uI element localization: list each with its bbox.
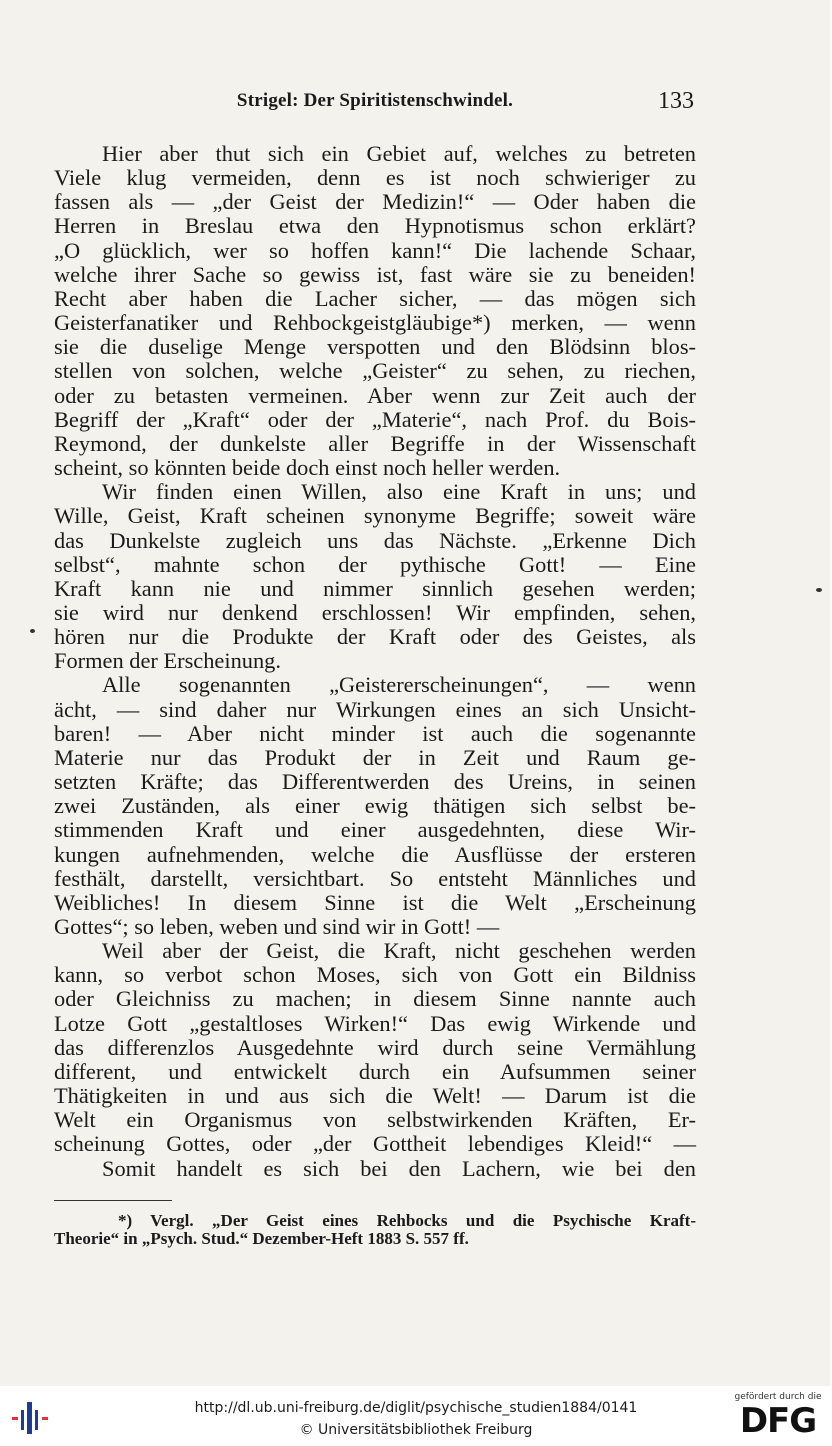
text-line: Thätigkeiten in und aus sich die Welt! — Darum ist die — [54, 1083, 696, 1109]
text-line: ächt, — sind daher nur Wirkungen eines an sich Unsicht- — [54, 696, 696, 722]
text-line: Formen der Erscheinung. — [54, 648, 281, 674]
text-line: Weibliches! In diesem Sinne ist die Welt „Erscheinung — [54, 889, 696, 915]
text-line: Begriff der „Kraft“ oder der „Materie“, nach Prof. du Bois- — [54, 406, 696, 432]
footnote-line: Theorie“ in „Psych. Stud.“ Dezember-Heft 1883 S. 557 ff. — [54, 1229, 469, 1248]
margin-speck — [30, 629, 35, 633]
text-line: kungen aufnehmenden, welche die Ausflüsse der ersteren — [54, 841, 696, 867]
text-line: zwei Zuständen, als einer ewig thätigen sich selbst be- — [54, 793, 696, 819]
text-line: sie die duselige Menge verspotten und den Blödsinn blos- — [54, 334, 696, 360]
dfg-logo-icon — [732, 1392, 824, 1442]
text-line: scheint, so könnten beide doch einst noch heller werden. — [54, 455, 561, 481]
copyright-notice: © Universitätsbibliothek Freiburg — [299, 1422, 533, 1438]
text-line: Kraft kann nie und nimmer sinnlich gesehen werden; — [54, 575, 696, 601]
dfg-caption: gefördert durch die — [734, 1392, 822, 1402]
text-line: Viele klug vermeiden, denn es ist noch schwieriger zu — [54, 165, 696, 191]
document-url[interactable]: http://dl.ub.uni-freiburg.de/diglit/psychische_studien1884/0141 — [194, 1400, 638, 1416]
page-number: 133 — [658, 88, 694, 114]
text-line: Recht aber haben die Lacher sicher, — das mögen sich — [54, 285, 696, 311]
footnote — [54, 1212, 696, 1248]
text-line: Welt ein Organismus von selbstwirkenden Kräften, Er- — [54, 1107, 696, 1133]
text-line: Gottes“; so leben, weben und sind wir in Gott! — — [54, 914, 500, 939]
text-line: oder Gleichniss zu machen; in diesem Sinne nannte auch — [54, 986, 696, 1012]
text-line: Lotze Gott „gestaltloses Wirken!“ Das ewig Wirkende und — [54, 1010, 696, 1036]
footnote-line: *) Vergl. „Der Geist eines Rehbocks und die Psychische Kraft- — [118, 1211, 696, 1230]
text-line: welche ihrer Sache so gewiss ist, fast wäre sie zu beneiden! — [54, 261, 696, 287]
text-line: baren! — Aber nicht minder ist auch die sogenannte — [54, 720, 696, 746]
text-line: Alle sogenannten „Geistererscheinungen“, — wenn — [102, 672, 696, 698]
text-line: Herren in Breslau etwa den Hypnotismus schon erklärt? — [54, 213, 696, 239]
footnote-divider — [54, 1200, 172, 1201]
running-title: Strigel: Der Spiritistenschwindel. — [236, 90, 514, 111]
text-line: Somit handelt es sich bei den Lachern, wie bei den — [102, 1155, 696, 1181]
dfg-wordmark: DFG — [739, 1401, 817, 1441]
text-line: Wir finden einen Willen, also eine Kraft in uns; und — [102, 479, 696, 505]
text-line: Hier aber thut sich ein Gebiet auf, welches zu betreten — [102, 141, 696, 166]
text-line: Wille, Geist, Kraft scheinen synonyme Begriffe; soweit wäre — [54, 503, 696, 529]
text-line: kann, so verbot schon Moses, sich von Gott ein Bildniss — [54, 962, 696, 988]
text-line: oder zu betasten vermeinen. Aber wenn zur Zeit auch der — [54, 382, 696, 408]
text-line: selbst“, mahnte schon der pythische Gott! — Eine — [54, 551, 696, 577]
text-line: sie wird nur denkend erschlossen! Wir empfinden, sehen, — [54, 599, 696, 625]
text-line: stellen von solchen, welche „Geister“ zu sehen, zu riechen, — [54, 358, 696, 384]
text-line: hören nur die Produkte der Kraft oder des Geistes, als — [54, 624, 696, 650]
text-line: fassen als — „der Geist der Medizin!“ — Oder haben die — [54, 189, 696, 215]
margin-speck — [816, 588, 822, 592]
text-line: das Dunkelste zugleich uns das Nächste. „Erkenne Dich — [54, 527, 696, 553]
text-line: different, und entwickelt durch ein Aufsummen seiner — [54, 1058, 696, 1084]
text-line: stimmenden Kraft und einer ausgedehnten, diese Wir- — [54, 817, 696, 843]
text-line: Materie nur das Produkt der in Zeit und Raum ge- — [54, 744, 696, 770]
text-line: Geisterfanatiker und Rehbockgeistgläubige*) merken, — wenn — [54, 310, 696, 336]
text-line: festhält, darstellt, versichtbart. So entsteht Männliches und — [54, 865, 696, 891]
text-line: Reymond, der dunkelste aller Begriffe in der Wissenschaft — [54, 430, 696, 456]
text-line: Weil aber der Geist, die Kraft, nicht geschehen werden — [102, 938, 696, 964]
page-header — [54, 90, 696, 124]
viewer-footer — [0, 1386, 832, 1446]
text-line: scheinung Gottes, oder „der Gottheit lebendiges Kleid!“ — — [54, 1131, 696, 1157]
body-text — [54, 142, 696, 1181]
text-line: setzten Kräfte; das Differentwerden des Ureins, in seinen — [54, 769, 696, 795]
text-line: das differenzlos Ausgedehnte wird durch seine Vermählung — [54, 1034, 696, 1060]
text-line: „O glücklich, wer so hoffen kann!“ Die lachende Schaar, — [54, 237, 696, 263]
